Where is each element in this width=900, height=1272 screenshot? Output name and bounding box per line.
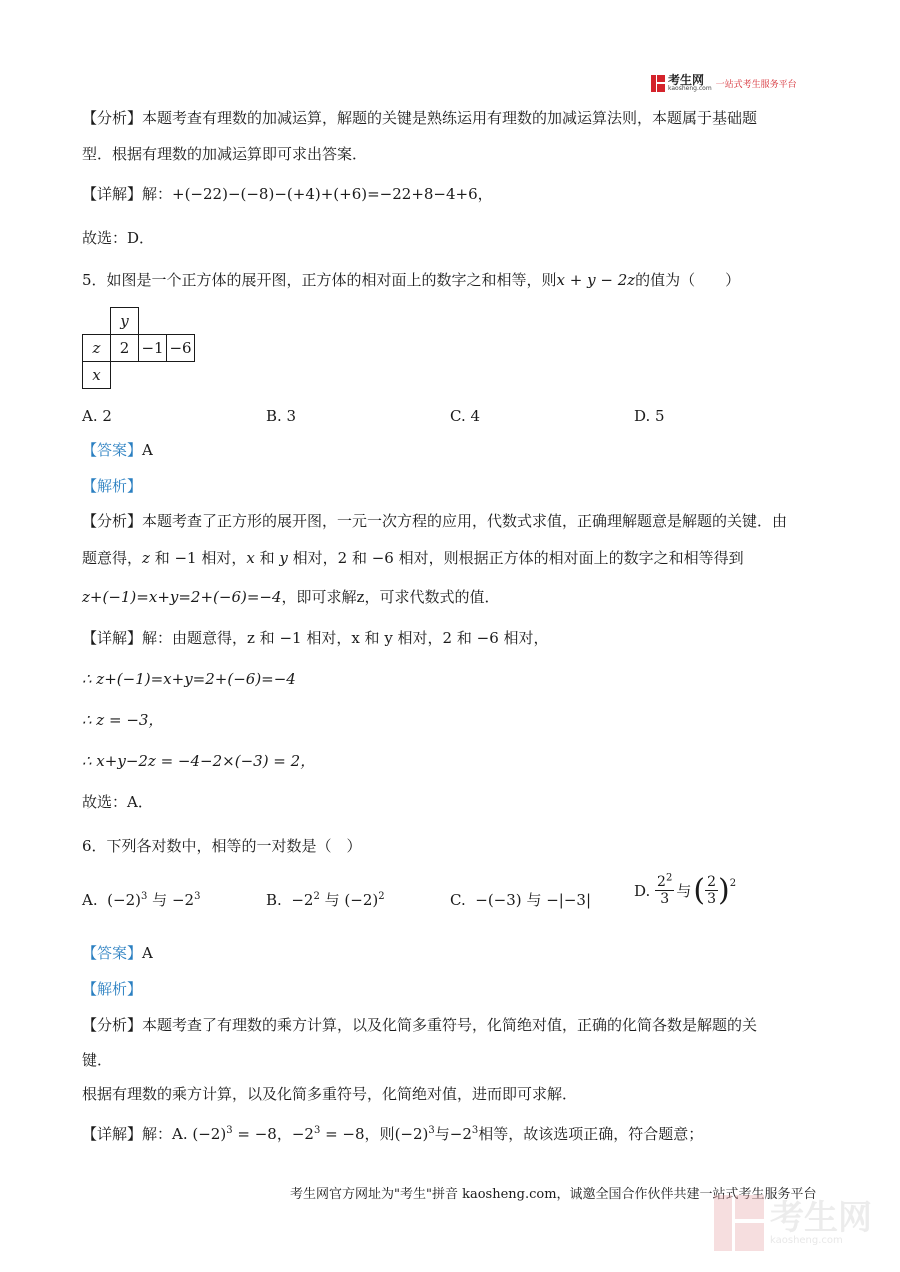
- q4-detail: [82, 184, 493, 204]
- q4-detail-math: +(−22)−(−8)−(+4)+(+6)=−22+8−4+6，: [172, 185, 493, 203]
- q6-answer-label: 【答案】: [82, 944, 143, 962]
- q4-analysis-line2: 型．根据有理数的加减运算即可求出答案．: [82, 145, 368, 163]
- q4-analysis-line1: 【分析】本题考查有理数的加减运算，解题的关键是熟练运用有理数的加减运算法则，本题属于基础题: [82, 109, 758, 127]
- q5-stem-math: x + y − 2z: [556, 271, 636, 289]
- q6-detail: 【详解】解：A. $(-2)^3 = -8$，$-2^3 = -8$，则$(-2)^3$与$-2^3$相等，故该选项正确，符合题意；: [82, 1125, 704, 1143]
- q5-analysis-line1: 【分析】本题考查了正方形的展开图，一元一次方程的应用，代数式求值，正确理解题意是解题的关键．由: [82, 512, 788, 530]
- q5-analysis-line2: 题意得，z 和 −1 相对，x 和 y 相对，2 和 −6 相对，则根据正方体的相对面上的数字之和相等得到: [82, 549, 744, 567]
- q6-analysis-line3: 根据有理数的乘方计算，以及化简多重符号，化简绝对值，进而即可求解．: [82, 1085, 578, 1103]
- q5-detail-line2: ∴ z+(−1)=x+y=2+(−6)=−4: [82, 670, 296, 688]
- q5-option-b: B. 3: [266, 407, 297, 425]
- q6-option-a: A. $(-2)^3$ 与 $-2^3$: [82, 891, 201, 909]
- watermark-logo-icon: [714, 1195, 764, 1251]
- logo-slogan: 一站式考生服务平台: [715, 79, 797, 90]
- kaosheng-logo-icon: [651, 75, 665, 92]
- q6-stem: 6．下列各对数中，相等的一对数是（ ）: [82, 837, 362, 855]
- net-cell-2: 2: [111, 335, 139, 362]
- q5-answer-value: A: [142, 441, 153, 459]
- watermark-url: kaosheng.com: [770, 1234, 843, 1246]
- watermark-logo: [714, 1195, 872, 1251]
- q4-choice: 故选：D．: [82, 229, 155, 247]
- q6-optd-left-fraction: $\frac{2^2}{3}$: [657, 872, 673, 907]
- q6-option-d: D. $\frac{2^2}{3}$ 与 ( $\frac{2}{3}$ ) 2: [634, 872, 737, 908]
- net-cell-minus1: −1: [139, 335, 167, 362]
- net-cell-y: y: [111, 308, 139, 335]
- logo-url: kaosheng.com: [668, 85, 712, 92]
- q6-answer-value: A: [142, 944, 153, 962]
- q5-choice: 故选：A．: [82, 793, 153, 811]
- q5-stem-suffix: 的值为（ ）: [635, 271, 741, 289]
- net-cell-x: x: [83, 362, 111, 389]
- q6-option-b: B. $-2^2$ 与 $(-2)^2$: [266, 891, 385, 909]
- watermark-name: 考生网: [770, 1197, 872, 1238]
- q6-analysis-line1: 【分析】本题考查了有理数的乘方计算，以及化简多重符号，化简绝对值，正确的化简各数是解题的关: [82, 1016, 758, 1034]
- q5-detail-line4: ∴ x+y−2z = −4−2×(−3) = 2，: [82, 752, 316, 770]
- q5-option-a: A. 2: [82, 407, 112, 425]
- footer-text: 考生网官方网址为"考生"拼音 kaosheng.com，诚邀全国合作伙伴共建一站式考生服务平台: [290, 1187, 817, 1202]
- q5-analysis-line3-math: z+(−1)=x+y=2+(−6)=−4: [82, 588, 282, 606]
- q6-optd-right-fraction: $\frac{2}{3}$: [707, 874, 716, 907]
- cube-net: [82, 307, 195, 389]
- q5-jiexi-label: 【解析】: [82, 477, 143, 495]
- q5-option-d: D. 5: [634, 407, 665, 425]
- q5-detail-line3: ∴ z = −3，: [82, 711, 164, 729]
- q6-answer: [82, 943, 153, 963]
- q6-jiexi-label: 【解析】: [82, 980, 143, 998]
- q5-answer-label: 【答案】: [82, 441, 143, 459]
- q5-analysis-line3-suffix: ，即可求解z，可求代数式的值．: [281, 588, 500, 606]
- q5-detail-line1: 【详解】解：由题意得，z 和 −1 相对，x 和 y 相对，2 和 −6 相对，: [82, 629, 549, 647]
- q6-option-c: C. −(−3) 与 −|−3|: [450, 891, 592, 909]
- header-logo[interactable]: [651, 72, 821, 94]
- q5-analysis-line3: [82, 587, 499, 607]
- logo-name: 考生网: [668, 73, 705, 87]
- q5-stem: [82, 270, 740, 290]
- q6-analysis-line2: 键．: [82, 1051, 113, 1069]
- net-cell-z: z: [83, 335, 111, 362]
- q4-detail-label: 【详解】解：: [82, 185, 173, 203]
- q5-stem-prefix: 5．如图是一个正方体的展开图，正方体的相对面上的数字之和相等，则: [82, 271, 557, 289]
- q5-answer: [82, 440, 153, 460]
- net-cell-minus6: −6: [167, 335, 195, 362]
- q5-option-c: C. 4: [450, 407, 481, 425]
